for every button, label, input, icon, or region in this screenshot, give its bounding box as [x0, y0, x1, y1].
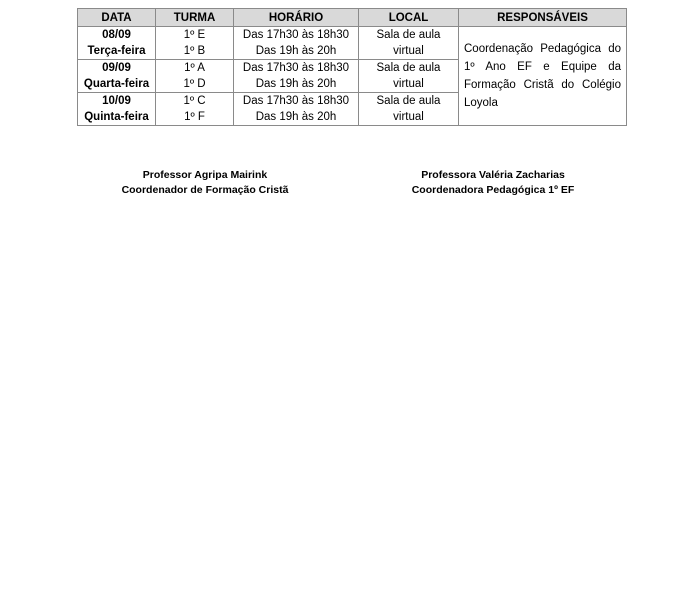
time-cell: [234, 27, 359, 60]
header-turma: TURMA: [156, 9, 234, 27]
class-name: 1º B: [183, 45, 206, 57]
class-cell: [156, 27, 234, 60]
location-cell: [359, 93, 459, 126]
time-slot: Das 19h às 20h: [255, 45, 337, 57]
schedule-table: [77, 8, 627, 126]
date: 10/09: [102, 95, 131, 107]
time-cell: [234, 93, 359, 126]
location-line: virtual: [393, 111, 424, 123]
time-slot: Das 17h30 às 18h30: [242, 62, 350, 74]
header-local: LOCAL: [359, 9, 459, 27]
header-data: DATA: [78, 9, 156, 27]
time-slot: Das 17h30 às 18h30: [242, 29, 350, 41]
class-name: 1º F: [184, 111, 205, 123]
location-line: Sala de aula: [376, 95, 441, 107]
table-row: [78, 27, 627, 60]
date: 09/09: [102, 62, 131, 74]
signature-block: [373, 168, 613, 198]
weekday: Quarta-feira: [83, 78, 150, 90]
date: 08/09: [102, 29, 131, 41]
time-cell: [234, 60, 359, 93]
signature-role: Coordenador de Formação Cristã: [121, 184, 289, 196]
signature-name: Professora Valéria Zacharias: [421, 169, 565, 181]
location-line: Sala de aula: [376, 62, 441, 74]
time-slot: Das 19h às 20h: [255, 111, 337, 123]
class-name: 1º A: [184, 62, 205, 74]
signature-block: [85, 168, 325, 198]
signature-role: Coordenadora Pedagógica 1º EF: [411, 184, 575, 196]
weekday: Terça-feira: [87, 45, 146, 57]
class-name: 1º E: [183, 29, 206, 41]
location-line: Sala de aula: [376, 29, 441, 41]
date-cell: [78, 60, 156, 93]
responsible-cell: Coordenação Pedagógica do 1º Ano EF e Equipe da Formação Cristã do Colégio Loyola: [459, 27, 627, 126]
location-line: virtual: [393, 78, 424, 90]
date-cell: [78, 27, 156, 60]
location-cell: [359, 60, 459, 93]
table-header-row: [78, 9, 627, 27]
class-name: 1º D: [183, 78, 206, 90]
location-line: virtual: [393, 45, 424, 57]
header-responsaveis: RESPONSÁVEIS: [459, 9, 627, 27]
time-slot: Das 19h às 20h: [255, 78, 337, 90]
weekday: Quinta-feira: [84, 111, 149, 123]
header-horario: HORÁRIO: [234, 9, 359, 27]
location-cell: [359, 27, 459, 60]
class-cell: [156, 60, 234, 93]
signature-name: Professor Agripa Mairink: [142, 169, 268, 181]
date-cell: [78, 93, 156, 126]
time-slot: Das 17h30 às 18h30: [242, 95, 350, 107]
class-cell: [156, 93, 234, 126]
class-name: 1º C: [183, 95, 206, 107]
